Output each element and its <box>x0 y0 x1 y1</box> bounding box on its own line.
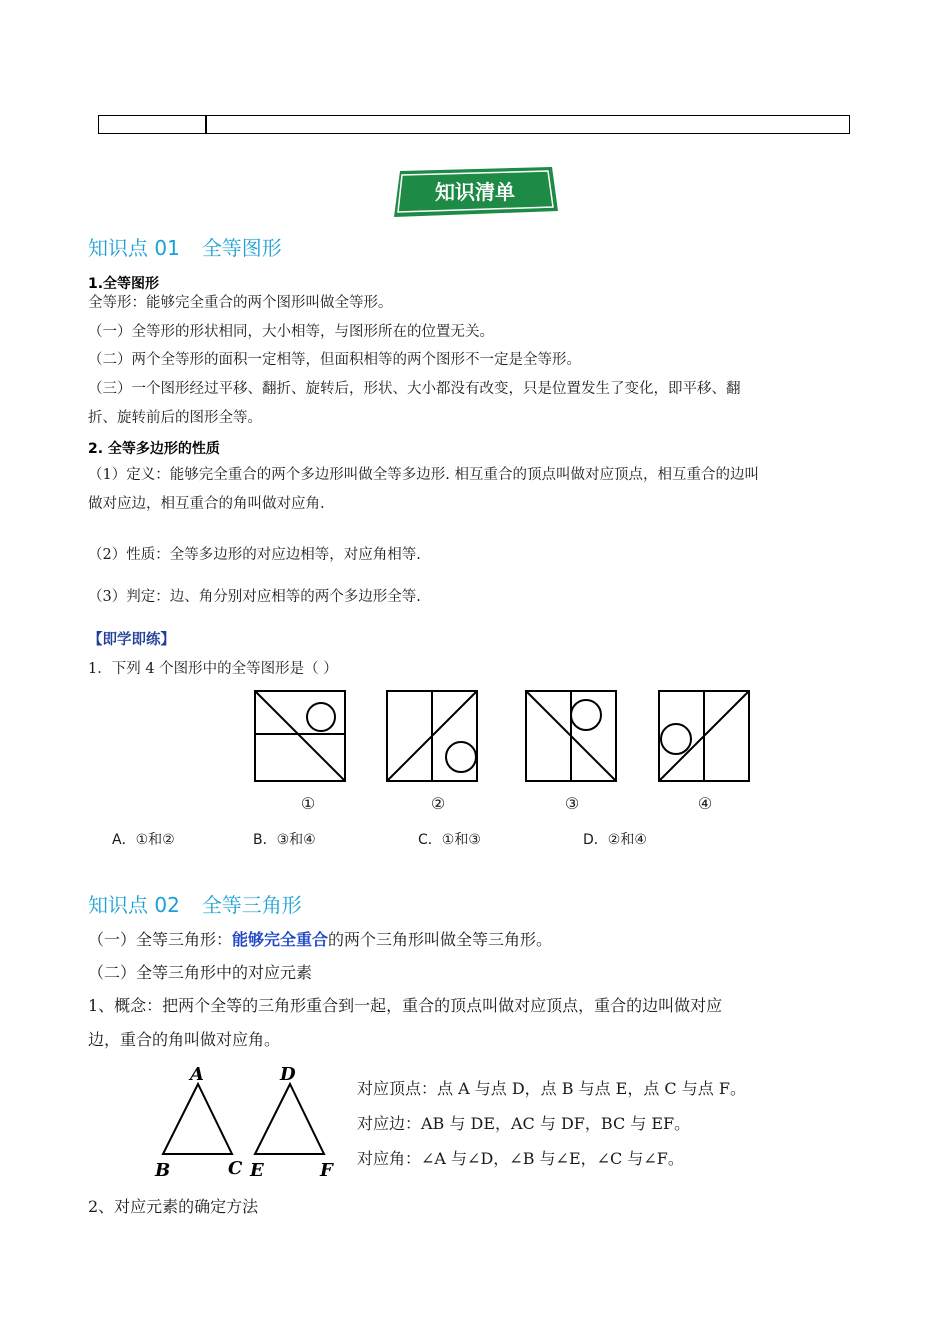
fig-label-2: ② <box>430 794 446 813</box>
label-f: F <box>320 1160 333 1181</box>
s3-line4: 2、对应元素的确定方法 <box>88 1197 259 1216</box>
s1-p3b: 折、旋转前后的图形全等。 <box>88 410 262 426</box>
kp1-name: 全等图形 <box>201 236 282 260</box>
s1-p2: （二）两个全等形的面积一定相等，但面积相等的两个图形不一定是全等形。 <box>88 352 581 368</box>
fig-label-1: ① <box>300 794 316 813</box>
s2-d1b: 做对应边，相互重合的角叫做对应角. <box>88 496 325 512</box>
triangles-figure <box>150 1062 350 1182</box>
s3-line1-pre: （一）全等三角形： <box>88 930 233 949</box>
s1-heading: 1.全等图形 <box>88 276 160 292</box>
fig-label-4: ④ <box>697 794 713 813</box>
kp2-title <box>88 889 324 918</box>
corr-angles: 对应角：∠A 与∠D，∠B 与∠E，∠C 与∠F。 <box>357 1149 684 1168</box>
s3-line1-bold: 能够完全重合 <box>232 930 329 949</box>
kp2-name: 全等三角形 <box>201 893 302 917</box>
figure-4 <box>659 691 749 781</box>
label-d: D <box>280 1064 296 1085</box>
kp1-title <box>88 232 304 261</box>
s2-d2: （2）性质：全等多边形的对应边相等，对应角相等. <box>88 547 421 563</box>
practice-figures <box>250 686 755 786</box>
s3-line2: （二）全等三角形中的对应元素 <box>88 963 313 982</box>
kp1-number: 知识点 01 <box>88 236 180 260</box>
option-a: A．①和② <box>112 832 175 848</box>
header-table <box>98 115 850 134</box>
s3-line1 <box>88 929 552 951</box>
option-d: D．②和④ <box>583 832 647 848</box>
triangle-abc <box>163 1084 232 1154</box>
corr-vertices: 对应顶点：点 A 与点 D，点 B 与点 E，点 C 与点 F。 <box>357 1079 746 1098</box>
label-a: A <box>190 1064 204 1085</box>
figure-1 <box>255 691 345 781</box>
knowledge-banner <box>392 167 558 217</box>
s2-d3: （3）判定：边、角分别对应相等的两个多边形全等. <box>88 589 421 605</box>
corr-sides: 对应边：AB 与 DE，AC 与 DF，BC 与 EF。 <box>357 1114 691 1133</box>
s3-line3a: 1、概念：把两个全等的三角形重合到一起，重合的顶点叫做对应顶点，重合的边叫做对应 <box>88 996 723 1015</box>
s3-line1-post: 的两个三角形叫做全等三角形。 <box>328 930 553 949</box>
fig-label-3: ③ <box>564 794 580 813</box>
figure-2 <box>387 691 477 781</box>
triangle-def <box>255 1084 324 1154</box>
practice-label: 【即学即练】 <box>88 632 175 648</box>
s1-p3a: （三）一个图形经过平移、翻折、旋转后，形状、大小都没有改变，只是位置发生了变化，即平移、翻 <box>88 381 741 397</box>
label-e: E <box>250 1160 264 1181</box>
s1-def: 全等形：能够完全重合的两个图形叫做全等形。 <box>88 295 393 311</box>
kp2-number: 知识点 02 <box>88 893 180 917</box>
label-c: C <box>228 1158 243 1179</box>
label-b: B <box>155 1160 171 1181</box>
s2-heading: 2. 全等多边形的性质 <box>88 441 220 457</box>
table-divider <box>205 116 207 133</box>
option-b: B．③和④ <box>253 832 316 848</box>
s2-d1a: （1）定义：能够完全重合的两个多边形叫做全等多边形. 相互重合的顶点叫做对应顶点，相互重合的边叫 <box>88 467 759 483</box>
s1-p1: （一）全等形的形状相同，大小相等，与图形所在的位置无关。 <box>88 324 494 340</box>
option-c: C．①和③ <box>418 832 481 848</box>
figure-3 <box>526 691 616 781</box>
practice-question: 1．下列 4 个图形中的全等图形是（ ） <box>88 661 338 677</box>
banner-text: 知识清单 <box>435 180 515 204</box>
s3-line3b: 边，重合的角叫做对应角。 <box>88 1030 281 1049</box>
